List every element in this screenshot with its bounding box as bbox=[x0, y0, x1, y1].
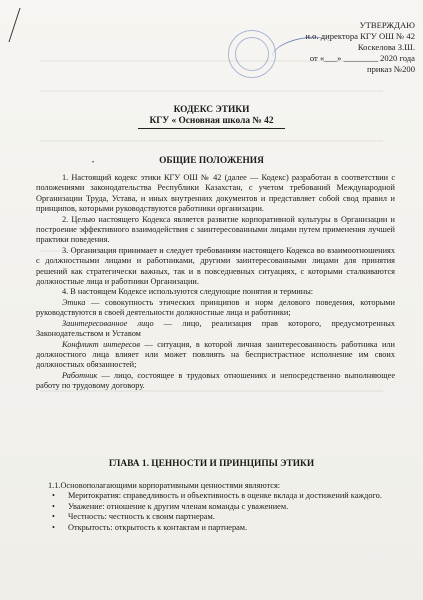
list-item: • Открытость: открытость к контактам и партнерам. bbox=[64, 523, 395, 533]
paragraph-4: 4. В настоящем Кодексе используются следующие понятия и термины: bbox=[62, 287, 314, 297]
paragraph-3: 3. Организация принимает и следует требованиям настоящего Кодекса во взаимоотношениях с должностными лицами и работниками, другими заинтересованными лицами для принятия решений как стратегически важных, так и в повседневных ситуациях, с которыми сталкиваются должностные лица и работники Организации. bbox=[36, 245, 395, 287]
list-item: • Уважение: отношение к другим членам команды с уважением. bbox=[64, 502, 395, 512]
definition-text: — совокупность этических принципов и норм делового поведения, которыми руководствуются в своей деятельности должностные лица и работники; bbox=[36, 297, 395, 318]
definition-text: — лицо, состоящее в трудовых отношениях и непосредственно выполняющее работу по трудовому договору. bbox=[36, 370, 395, 391]
title-underline bbox=[138, 128, 285, 129]
pen-mark bbox=[8, 8, 25, 42]
definition-conflict-of-interest bbox=[36, 340, 395, 371]
approval-date: от «___» ________ 2020 года bbox=[309, 53, 415, 63]
approval-position: и.о. директора КГУ ОШ № 42 bbox=[305, 31, 415, 41]
approval-order: приказ №200 bbox=[367, 64, 415, 74]
list-item: • Честность: честность к своим партнерам. bbox=[64, 512, 395, 522]
definition-text: — лицо, реализация прав которого, предусмотренных Законодательством и Уставом bbox=[36, 318, 395, 339]
definition-text: — ситуация, в которой личная заинтересованность работника или должностного лица влияет или может повлиять на беспристрастное исполнение им своих должностных обязанностей; bbox=[36, 339, 395, 370]
bleed-through-line bbox=[40, 140, 383, 142]
document-title: КОДЕКС ЭТИКИ bbox=[173, 105, 250, 115]
definition-interested-party bbox=[36, 319, 395, 340]
approval-signer: Коскелова З.Ш. bbox=[357, 42, 415, 52]
definition-term: Этика bbox=[62, 297, 86, 307]
definition-employee bbox=[36, 371, 395, 392]
bleed-through-line bbox=[40, 90, 383, 92]
definition-term: Работник bbox=[62, 370, 98, 380]
definition-ethics bbox=[36, 298, 395, 319]
stray-dot: • bbox=[92, 160, 95, 166]
definition-term: Заинтересованное лицо bbox=[62, 318, 154, 328]
approval-block bbox=[255, 20, 415, 75]
document-subtitle: КГУ « Основная школа № 42 bbox=[149, 116, 274, 126]
section-heading-general: ОБЩИЕ ПОЛОЖЕНИЯ bbox=[159, 156, 264, 166]
values-intro: 1.1.Основополагающими корпоративными ценностями являются: bbox=[48, 481, 281, 490]
paragraph-2: 2. Целью настоящего Кодекса является развитие корпоративной культуры в Организации и построение эффективного взаимодействия с заинтересованными лицами путем применения лучшей практики поведения. bbox=[36, 214, 395, 245]
values-list bbox=[48, 491, 395, 533]
definition-term: Конфликт интересов bbox=[62, 339, 141, 349]
chapter-1-heading: ГЛАВА 1. ЦЕННОСТИ И ПРИНЦИПЫ ЭТИКИ bbox=[108, 459, 315, 469]
core-values bbox=[48, 481, 395, 533]
list-item: • Меритократия: справедливость и объективность в оценке вклада и достижений каждого. bbox=[64, 491, 395, 501]
paragraph-1: 1. Настоящий кодекс этики КГУ ОШ № 42 (далее — Кодекс) разработан в соответствии с положениями законодательства Республики Казахстан, с учетом требований Международной Организации Труда, Устава, и иных внутренних документов и представляет собой свод правил и принципов, которыми руководствуются работники организации. bbox=[36, 173, 395, 214]
general-provisions bbox=[36, 173, 395, 392]
approval-heading: УТВЕРЖДАЮ bbox=[359, 20, 415, 30]
